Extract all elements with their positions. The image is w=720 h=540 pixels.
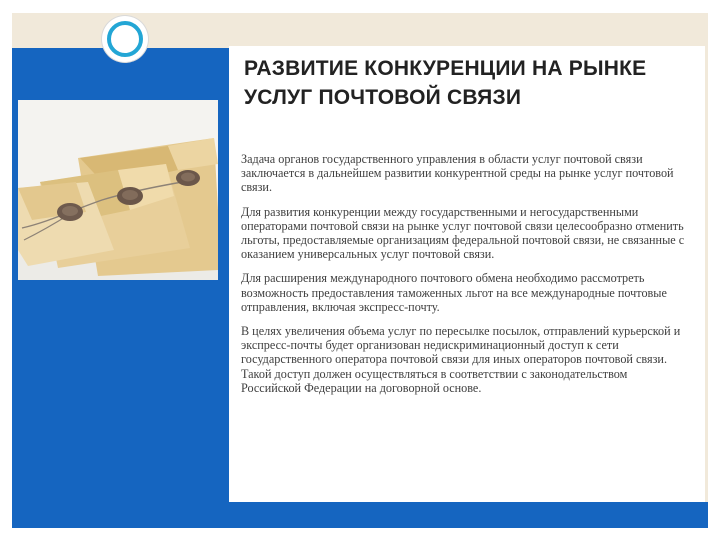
paragraph-1: Задача органов государственного управления в области услуг почтовой связи заключается в дальнейшем развитии конкурентной среды на рынке услуг почтовой связи.: [241, 152, 674, 195]
body-text: [241, 152, 689, 405]
bottom-accent-bar: [229, 502, 708, 528]
paragraph-4: В целях увеличения объема услуг по пересылке посылок, отправлений курьерской и экспресс-почты будет организован недискриминационный доступ к сети государственного оператора почтовой связи для иных операторов почтовой связи. Такой доступ должен осуществляться в соответствии с законодательством Российской Федерации на договорной основе.: [241, 324, 681, 395]
paragraph-2: Для развития конкуренции между государственными и негосударственными операторами почтовой связи на рынке услуг почтовой связи целесообразно отменить льготы, предоставляемые организациям федеральной почтовой связи, не связанные с оказанием универсальных услуг почтовой связи.: [241, 204, 685, 262]
sealed-envelopes-photo: [18, 100, 218, 280]
slide-title: РАЗВИТИЕ КОНКУРЕНЦИИ НА РЫНКЕ УСЛУГ ПОЧТОВОЙ СВЯЗИ: [244, 57, 647, 109]
ring-icon: [107, 21, 143, 57]
paragraph-3: Для расширения международного почтового обмена необходимо рассмотреть возможность предоставления таможенных льгот на все международные почтовые отправления, включая экспресс-почту.: [241, 271, 667, 314]
